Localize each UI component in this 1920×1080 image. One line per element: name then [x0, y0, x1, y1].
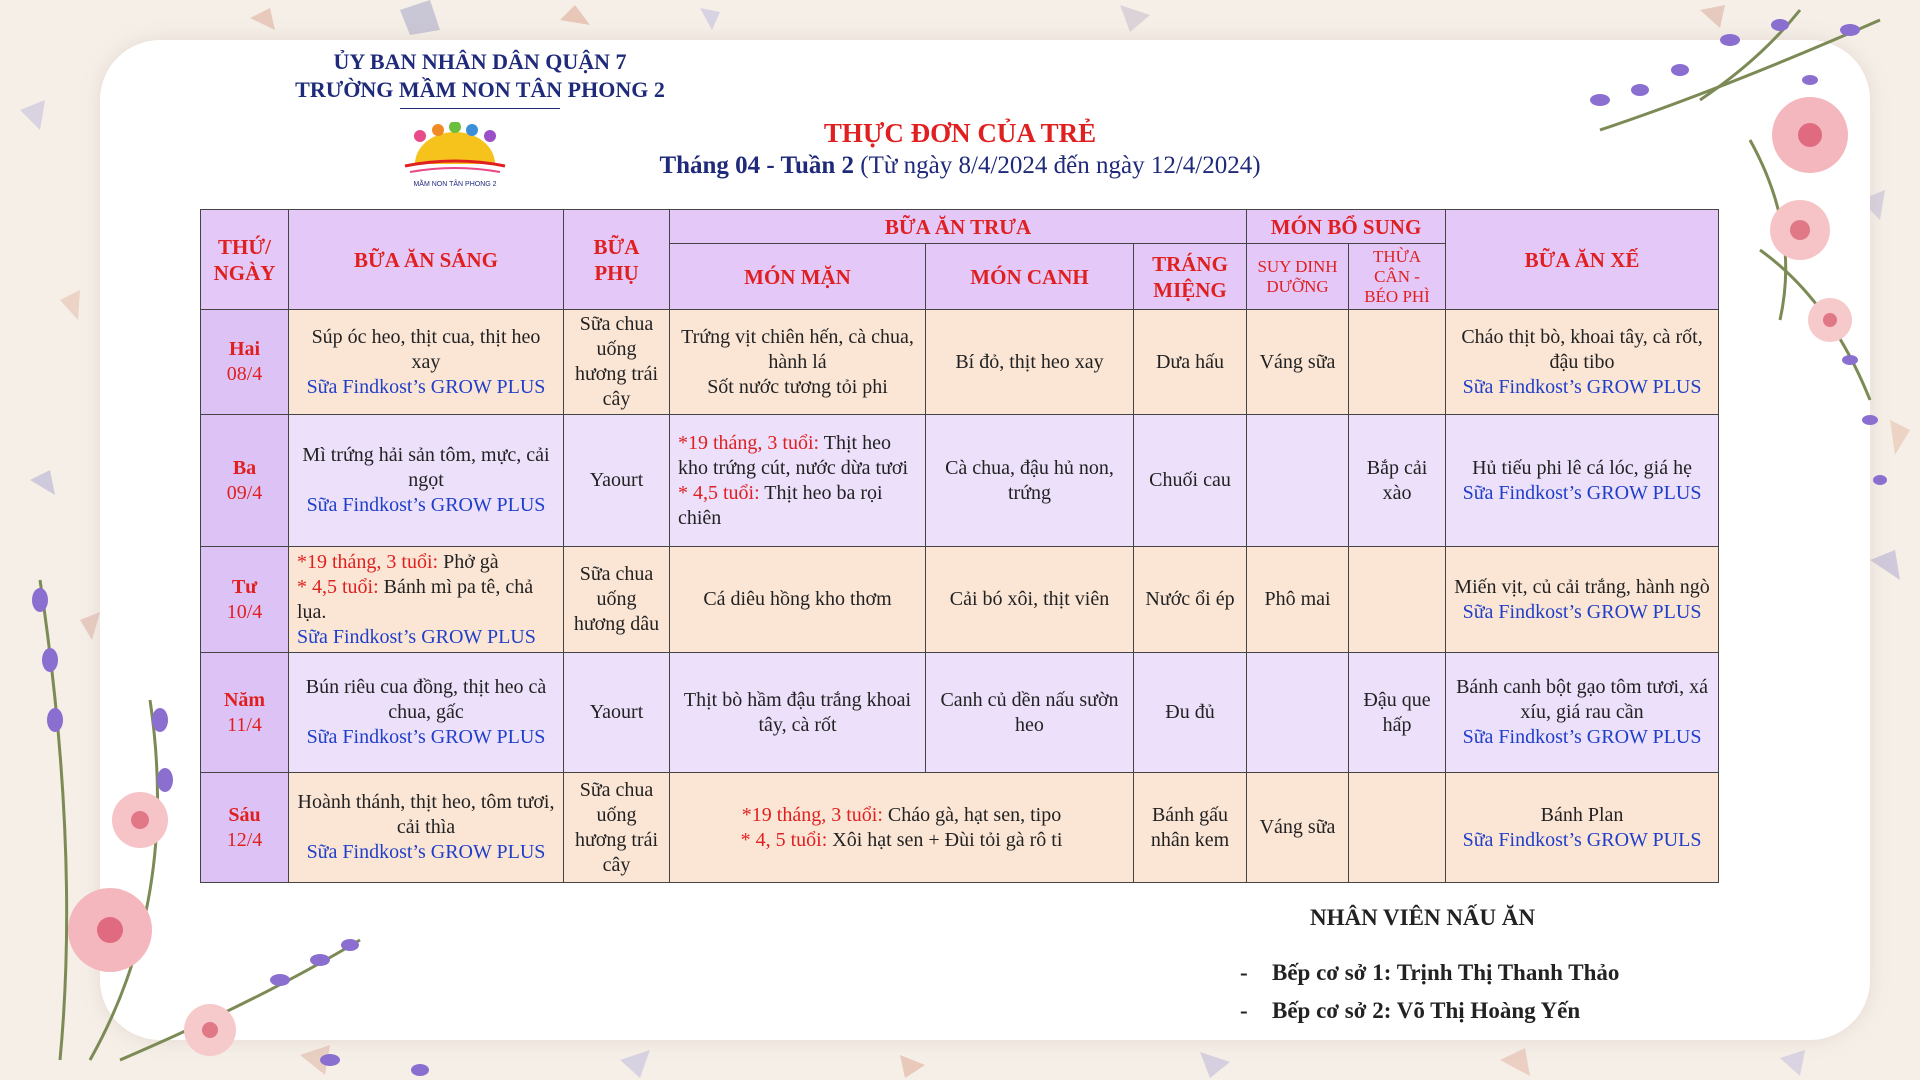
day-cell: Hai 08/4: [201, 310, 289, 415]
malnutrition-cell: [1247, 653, 1349, 773]
header-dessert: TRÁNG MIỆNG: [1134, 244, 1247, 310]
dessert-cell: Dưa hấu: [1134, 310, 1247, 415]
header-underline: [400, 108, 560, 109]
table-row: [201, 310, 1719, 415]
afternoon-cell: Bánh Plan Sữa Findkost’s GROW PULS: [1446, 773, 1719, 883]
menu-table: [200, 209, 1719, 883]
breakfast-cell: Hoành thánh, thịt heo, tôm tươi, cải thìa Sữa Findkost’s GROW PLUS: [289, 773, 564, 883]
main-dish-cell: Cá diêu hồng kho thơm: [670, 547, 926, 653]
school-name: TRƯỜNG MẦM NON TÂN PHONG 2: [295, 77, 665, 102]
snack-cell: Yaourt: [564, 653, 670, 773]
table-row: [201, 547, 1719, 653]
overweight-cell: [1349, 310, 1446, 415]
staff-kitchen-1: - Bếp cơ sở 1: Trịnh Thị Thanh Thảo: [1240, 960, 1620, 985]
title-week: Tháng 04 - Tuần 2: [659, 152, 854, 179]
soup-cell: Canh củ dền nấu sườn heo: [926, 653, 1134, 773]
menu-title: [600, 116, 1320, 182]
snack-cell: Sữa chua uống hương dâu: [564, 547, 670, 653]
day-cell: Ba 09/4: [201, 415, 289, 547]
header-lunch: BỮA ĂN TRƯA: [670, 210, 1247, 244]
day-cell: Năm 11/4: [201, 653, 289, 773]
day-cell: Tư 10/4: [201, 547, 289, 653]
lunch-merged-cell: *19 tháng, 3 tuổi: Cháo gà, hạt sen, tipo * 4, 5 tuổi: Xôi hạt sen + Đùi tỏi gà rô ti: [670, 773, 1134, 883]
header-overweight: THỪA CÂN - BÉO PHÌ: [1349, 244, 1446, 310]
table-row: [201, 653, 1719, 773]
soup-cell: Cà chua, đậu hủ non, trứng: [926, 415, 1134, 547]
dessert-cell: Chuối cau: [1134, 415, 1247, 547]
school-header: [260, 48, 700, 109]
snack-cell: Yaourt: [564, 415, 670, 547]
staff-heading: NHÂN VIÊN NẤU ĂN: [1310, 905, 1536, 930]
main-dish-cell: Thịt bò hầm đậu trắng khoai tây, cà rốt: [670, 653, 926, 773]
day-cell: Sáu 12/4: [201, 773, 289, 883]
afternoon-cell: Hủ tiếu phi lê cá lóc, giá hẹ Sữa Findkost’s GROW PLUS: [1446, 415, 1719, 547]
overweight-cell: Bắp cải xào: [1349, 415, 1446, 547]
overweight-cell: Đậu que hấp: [1349, 653, 1446, 773]
header-afternoon: BỮA ĂN XẾ: [1446, 210, 1719, 310]
header-breakfast: BỮA ĂN SÁNG: [289, 210, 564, 310]
malnutrition-cell: [1247, 415, 1349, 547]
district-name: ỦY BAN NHÂN DÂN QUẬN 7: [333, 49, 627, 74]
dessert-cell: Bánh gấu nhân kem: [1134, 773, 1247, 883]
title-range: (Từ ngày 8/4/2024 đến ngày 12/4/2024): [854, 152, 1261, 179]
dessert-cell: Nước ổi ép: [1134, 547, 1247, 653]
breakfast-cell: *19 tháng, 3 tuổi: Phở gà * 4,5 tuổi: Bánh mì pa tê, chả lụa. Sữa Findkost’s GROW PLUS: [289, 547, 564, 653]
header-supplement: MÓN BỔ SUNG: [1247, 210, 1446, 244]
snack-cell: Sữa chua uống hương trái cây: [564, 773, 670, 883]
soup-cell: Cải bó xôi, thịt viên: [926, 547, 1134, 653]
svg-text:MẦM NON TÂN PHONG 2: MẦM NON TÂN PHONG 2: [413, 181, 497, 188]
header-snack: BỮA PHỤ: [564, 210, 670, 310]
header-malnutrition: SUY DINH DƯỠNG: [1247, 244, 1349, 310]
malnutrition-cell: Váng sữa: [1247, 773, 1349, 883]
breakfast-cell: Súp óc heo, thịt cua, thịt heo xay Sữa Findkost’s GROW PLUS: [289, 310, 564, 415]
breakfast-cell: Bún riêu cua đồng, thịt heo cà chua, gấc Sữa Findkost’s GROW PLUS: [289, 653, 564, 773]
main-dish-cell: *19 tháng, 3 tuổi: Thịt heo kho trứng cút, nước dừa tươi * 4,5 tuổi: Thịt heo ba rọi chiên: [670, 415, 926, 547]
title-week-line: [600, 150, 1320, 182]
overweight-cell: [1349, 547, 1446, 653]
malnutrition-cell: Váng sữa: [1247, 310, 1349, 415]
afternoon-cell: Miến vịt, củ cải trắng, hành ngò Sữa Findkost’s GROW PLUS: [1446, 547, 1719, 653]
malnutrition-cell: Phô mai: [1247, 547, 1349, 653]
overweight-cell: [1349, 773, 1446, 883]
table-row: [201, 773, 1719, 883]
breakfast-cell: Mì trứng hải sản tôm, mực, cải ngọt Sữa Findkost’s GROW PLUS: [289, 415, 564, 547]
table-row: [201, 415, 1719, 547]
main-dish-cell: Trứng vịt chiên hến, cà chua, hành lá Sốt nước tương tỏi phi: [670, 310, 926, 415]
afternoon-cell: Cháo thịt bò, khoai tây, cà rốt, đậu tibo Sữa Findkost’s GROW PLUS: [1446, 310, 1719, 415]
header-main-dish: MÓN MẶN: [670, 244, 926, 310]
title-main: THỰC ĐƠN CỦA TRẺ: [823, 118, 1097, 148]
header-day: THỨ/ NGÀY: [201, 210, 289, 310]
soup-cell: Bí đỏ, thịt heo xay: [926, 310, 1134, 415]
snack-cell: Sữa chua uống hương trái cây: [564, 310, 670, 415]
afternoon-cell: Bánh canh bột gạo tôm tươi, xá xíu, giá rau cần Sữa Findkost’s GROW PLUS: [1446, 653, 1719, 773]
staff-kitchen-2: - Bếp cơ sở 2: Võ Thị Hoàng Yến: [1240, 998, 1581, 1023]
header-soup: MÓN CANH: [926, 244, 1134, 310]
school-logo: [390, 122, 520, 192]
dessert-cell: Đu đủ: [1134, 653, 1247, 773]
